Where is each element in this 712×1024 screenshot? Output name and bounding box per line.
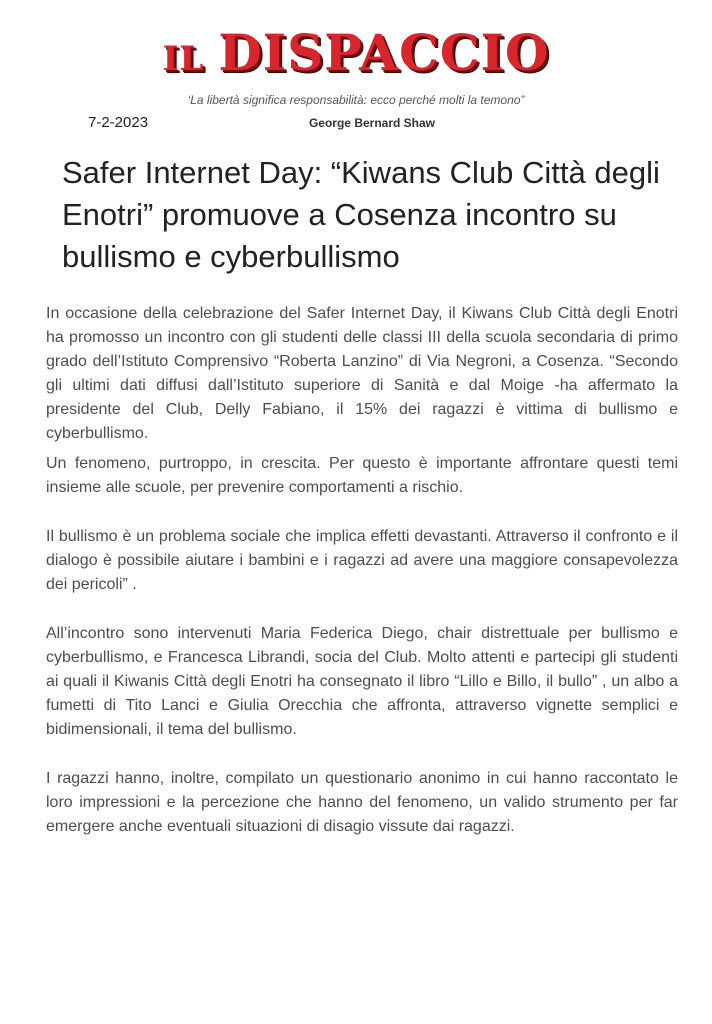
masthead: [0, 22, 712, 84]
article-body: [46, 302, 678, 839]
article-paragraph: All’incontro sono intervenuti Maria Federica Diego, chair distrettuale per bullismo e cyberbullismo, e Francesca Librandi, socia del Club. Molto attenti e partecipi gli studenti ai quali il Kiwanis Città degli Enotri ha consegnato il libro “Lillo e Billo, il bullo” , un albo a fumetti di Tito Lanci e Giulia Orecchia che affronta, attraverso vignette semplici e bidimensionali, il tema del bullismo.: [46, 625, 678, 738]
article-date: 7-2-2023: [88, 114, 149, 131]
masthead-motto: ‘La libertà significa responsabilità: ecco perché molti la temono”: [187, 93, 525, 107]
logo-prefix: IL: [162, 39, 205, 79]
article-paragraph: I ragazzi hanno, inoltre, compilato un questionario anonimo in cui hanno raccontato le loro impressioni e la percezione che hanno del fenomeno, un valido strumento per far emergere anche eventuali situazioni di disagio vissute dai ragazzi.: [46, 770, 678, 835]
motto-author: George Bernard Shaw: [308, 116, 436, 130]
article-paragraph: In occasione della celebrazione del Safer Internet Day, il Kiwans Club Città degli Enotri ha promosso un incontro con gli studenti delle classi III della scuola secondaria di primo grado dell’Istituto Comprensivo “Roberta Lanzino” di Via Negroni, a Cosenza. “Secondo gli ultimi dati diffusi dall’Istituto superiore di Sanità e dal Moige -ha affermato la presidente del Club, Delly Fabiano, il 15% dei ragazzi è vittima di bullismo e cyberbullismo.: [46, 305, 678, 442]
logo-name: DISPACCIO: [218, 23, 550, 82]
article-title: Safer Internet Day: “Kiwans Club Città degli Enotri” promuove a Cosenza incontro su bullismo e cyberbullismo: [62, 155, 660, 274]
article-paragraph: Il bullismo è un problema sociale che implica effetti devastanti. Attraverso il confronto e il dialogo è possibile aiutare i bambini e i ragazzi ad avere una maggiore consapevolezza dei pericoli” .: [46, 528, 678, 593]
newspaper-logo[interactable]: [163, 22, 550, 96]
article-paragraph: Un fenomeno, purtroppo, in crescita. Per questo è importante affrontare questi temi insieme alle scuole, per prevenire comportamenti a rischio.: [46, 455, 678, 496]
